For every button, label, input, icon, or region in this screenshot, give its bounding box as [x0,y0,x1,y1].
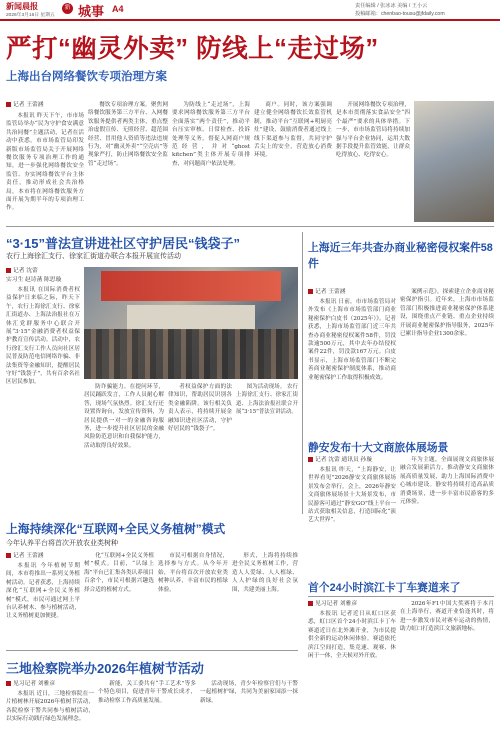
story4-col-3: 市民可根据自身情况，选择参与方式。从今年开始，平台将首次开放农业类树种认养，丰富市民的植绿体验。 [158,553,228,593]
story4-col-4: 形式，上海将持续推进全民义务植树工作，营造人人爱绿、人人植绿、人人护绿的良好社会氛围，共建美丽上海。 [232,553,298,593]
story7-col-3: 活动现场，青少年检察官们与干警一起植树护绿，共同为美丽家园添一抹新绿。 [200,681,298,704]
divider-story7 [6,650,298,651]
story7-byline: 见习记者 刘雅彦 [6,680,55,688]
story5-headline: 静安发布十大文商旅体展场景 [308,442,449,454]
lead-col-4: 商户。同时，该方案强调建立健全网络餐饮长效监管机制，推动平台“互联网+明厨亮灶”建设，鼓励消费者通过线上线下渠道参与监督，共同守护舌尖上的安全，营造放心消费环境。 [254,102,332,159]
story2-subhead: 农行上海徐汇支行、徐家汇街道办联合本报开展宣传活动 [6,253,181,260]
story3-col-2: 案例示范》，探索建立企业商业秘密保护指引。近年来，上海市市场监管部门积极推进商业秘密保护体系建设，围绕重点产业链、重点企业持续开展商业秘密保护指导服务，2025年已累计指导企业1300余家。 [400,289,494,338]
story2-col-1: 本报讯 在国际消费者权益保护日来临之际，昨天下午，农行上海徐汇支行、徐家汇街道办、上海法治报社在万体汇党群服务中心联合开展“3·15”金融消费者权益保护教育宣传活动。活动中，农行徐汇支行工作人员向社区居民普及防范电信网络诈骗、非法集资等金融知识，提醒居民守好“钱袋子”，共有百余名社区居民参加。 [6,287,80,386]
divider-story6 [308,596,494,597]
divider-col [302,232,303,514]
story7-headline: 三地检察院举办2026年植树节活动 [6,661,204,676]
story5-col-2: 年为主题，全面展现文商旅体展融合发展新活力，推动静安文商旅体展高质量发展，助力上海国际消费中心城市建设。静安将持续打造高品质消费场景，进一步丰富市民游客的多元体验。 [400,457,494,506]
story4-subhead: 今年认养平台将首次开放农业类树种 [6,540,118,547]
story2-col-3: 者权益保护方面的法律知识，帮助居民识别各类金融陷阱。该行相关负责人表示，将持续开展金融知识进社区活动，守护好居民的“钱袋子”。 [168,384,232,433]
lead-subhead: 上海出台网络餐饮专项治理方案 [6,71,167,83]
tag-mark: 新 [62,3,73,14]
story4-byline: 记者 王蕾涵 [6,552,44,560]
story3-col-1: 本报讯 日前，市市场监管局对外发布《上海市市场监管部门商业秘密保护白皮书（2025年）》。记者获悉，上海市场监管部门近三年共查办商业秘密侵权案件58件，罚没款逾500万元，其中去年办结侵权案件22件，罚没款167万元。白皮书显示，上海市场监管部门不断完善商业秘密保护制度体系，推动商业秘密保护工作取得积极成效。 [308,299,396,381]
story3-headline: 上海近三年共查办商业秘密侵权案件58件 [308,242,493,270]
lead-headline: 严打“幽灵外卖” 防线上“走过场” [6,35,379,63]
story7-col-1: 本报讯 近日，三地检察院在一片植树林开展2026年植树节活动，各院检察干警共同参与植树活动，以实际行动践行绿色发展理念。 [6,691,94,723]
story4-col-1: 本报讯 今年植树节期间，本市将推出一系列义务植树活动。记者获悉，上海持续深化“互联网+全民义务植树”模式，市民可通过网上平台认养树木、参与植树活动，让义务植树更加便捷。 [6,563,80,620]
story5-col-1: 本报讯 昨天，“上海静安，让世界看见”2026静安文商旅体展场景发布会举行。会上，2026年静安文商旅体展场景十大场景发布，市民游客可通过“静安GO”线上平台一站式获取相关信息，打造国际化“演艺大世界”。 [308,467,396,524]
story5-byline: 记者 沈蕾 通讯员 孙璇 [308,456,372,464]
lead-col-3: 为防线上“走过场”，上海要求网络餐饮服务第三方平台全面落实“两个责任”，推动平台压实审核、日常检查、投诉处理等义务，督促入网商户规范经营，并对“ghost kitchen”类主体开展专项排查，对问题商户依法处理。 [172,102,250,167]
page-number: A4 [112,4,124,14]
story7-col-2: 新能，关工委共有“手工艺术”等多个特色项目，促进青年干警成长成才，推动检察工作高质量发展。 [98,681,196,704]
story3-byline: 记者 王蕾涵 [308,288,346,296]
story4-col-2: 化“互联网+全民义务植树”模式。目前，“认绿上海”平台已汇集各类认养项目百余个，市民可根据兴趣选择合适的植树方式。 [84,553,154,593]
story6-col-2: 2026年F1中国大奖赛将于本月在上海举行，赛道开业恰逢其时，将进一步激发市民对赛车运动的热情，助力虹口打造滨江文旅新地标。 [400,601,494,633]
story2-col-2: 防诈骗能力。在提问环节，居民踊跃发言，工作人员耐心解答，现场气氛热烈。徐汇支行还设置咨询台，发放宣传资料，为居民提供一对一的金融咨询服务，进一步提升社区居民的金融风险防范意识和自我保护能力，活动取得良好效果。 [84,384,164,449]
paper-name: 新闻晨报 [6,1,38,11]
masthead-rule [0,19,500,21]
email-line: 投稿邮箱：chenbao-tousu@jfdaily.com [355,11,445,17]
lead-photo [414,101,494,222]
lead-byline: 记者 王蕾涵 [6,101,44,109]
lead-col-1: 本报讯 昨天下午，市市场监管局举办“民为守护食安满意共治同餐”主题活动，记者在活动中获悉，市市场监管局印发新版市场监管局关于开展网络餐饮服务专项治理工作的通知，进一步强化网络餐饮安全监管、夯实网络餐饮平台主体责任，推动形成社会共治格局，本市将在网络餐饮服务方面开展为期半年的专项治理工作。 [6,113,84,212]
story2-headline: “3·15”普法宣讲进社区守护居民“钱袋子” [6,236,241,251]
lead-col-2: 餐饮专项治理方案。聚焦网络餐饮服务第三方平台、入网餐饮服务提供者两类主体，重点整治虚假宣传、无照经营、超范围经营、冒用他人资质等违法违规行为，对“幽灵外卖”“空壳店”等现象严打，防止网络餐饮安全监管“走过场”。 [88,102,168,167]
story4-headline: 上海持续深化“互联网+全民义务植树”模式 [6,522,226,536]
section-title: 城事 [78,4,105,19]
lead-col-5: 开展网络餐饮专项治理，是本市贯彻落实食品安全“四个最严”要求的具体举措。下一步，市市场监管局将持续加强与平台企业协同，运用大数据手段提升监管效能，让群众吃得放心、吃得安心。 [336,102,410,159]
story6-byline: 见习记者 刘雅彦 [308,600,357,608]
story2-byline-2: 实习生 赵诗菡 陈思璇 [6,277,62,283]
story2-caption: 图为活动现场。 农行上海徐汇支行、徐家汇街道、上海法治报社联合开展“3·15”普法宣讲活动。 [236,384,298,416]
story2-photo [84,267,298,379]
story2-byline: 记者 沈蕾 [6,267,38,275]
story6-col-1: 本报讯 记者近日从虹口区获悉，虹口区首个24小时滨江卡丁车赛道近日在北外滩开业，为市民提供全新的运动休闲体验。赛道依托滨江空间打造，集竞速、观赛、休闲于一体，全天候对外开放。 [308,611,396,660]
divider-lead [6,226,494,227]
date-line: 2026年3月16日 星期五 [6,13,55,18]
masthead [0,0,500,20]
editor-info: 责任编辑 / 张冰冰 美编 / 王小云 [355,3,428,9]
story6-headline: 首个24小时滨江卡丁车赛道来了 [308,582,461,594]
